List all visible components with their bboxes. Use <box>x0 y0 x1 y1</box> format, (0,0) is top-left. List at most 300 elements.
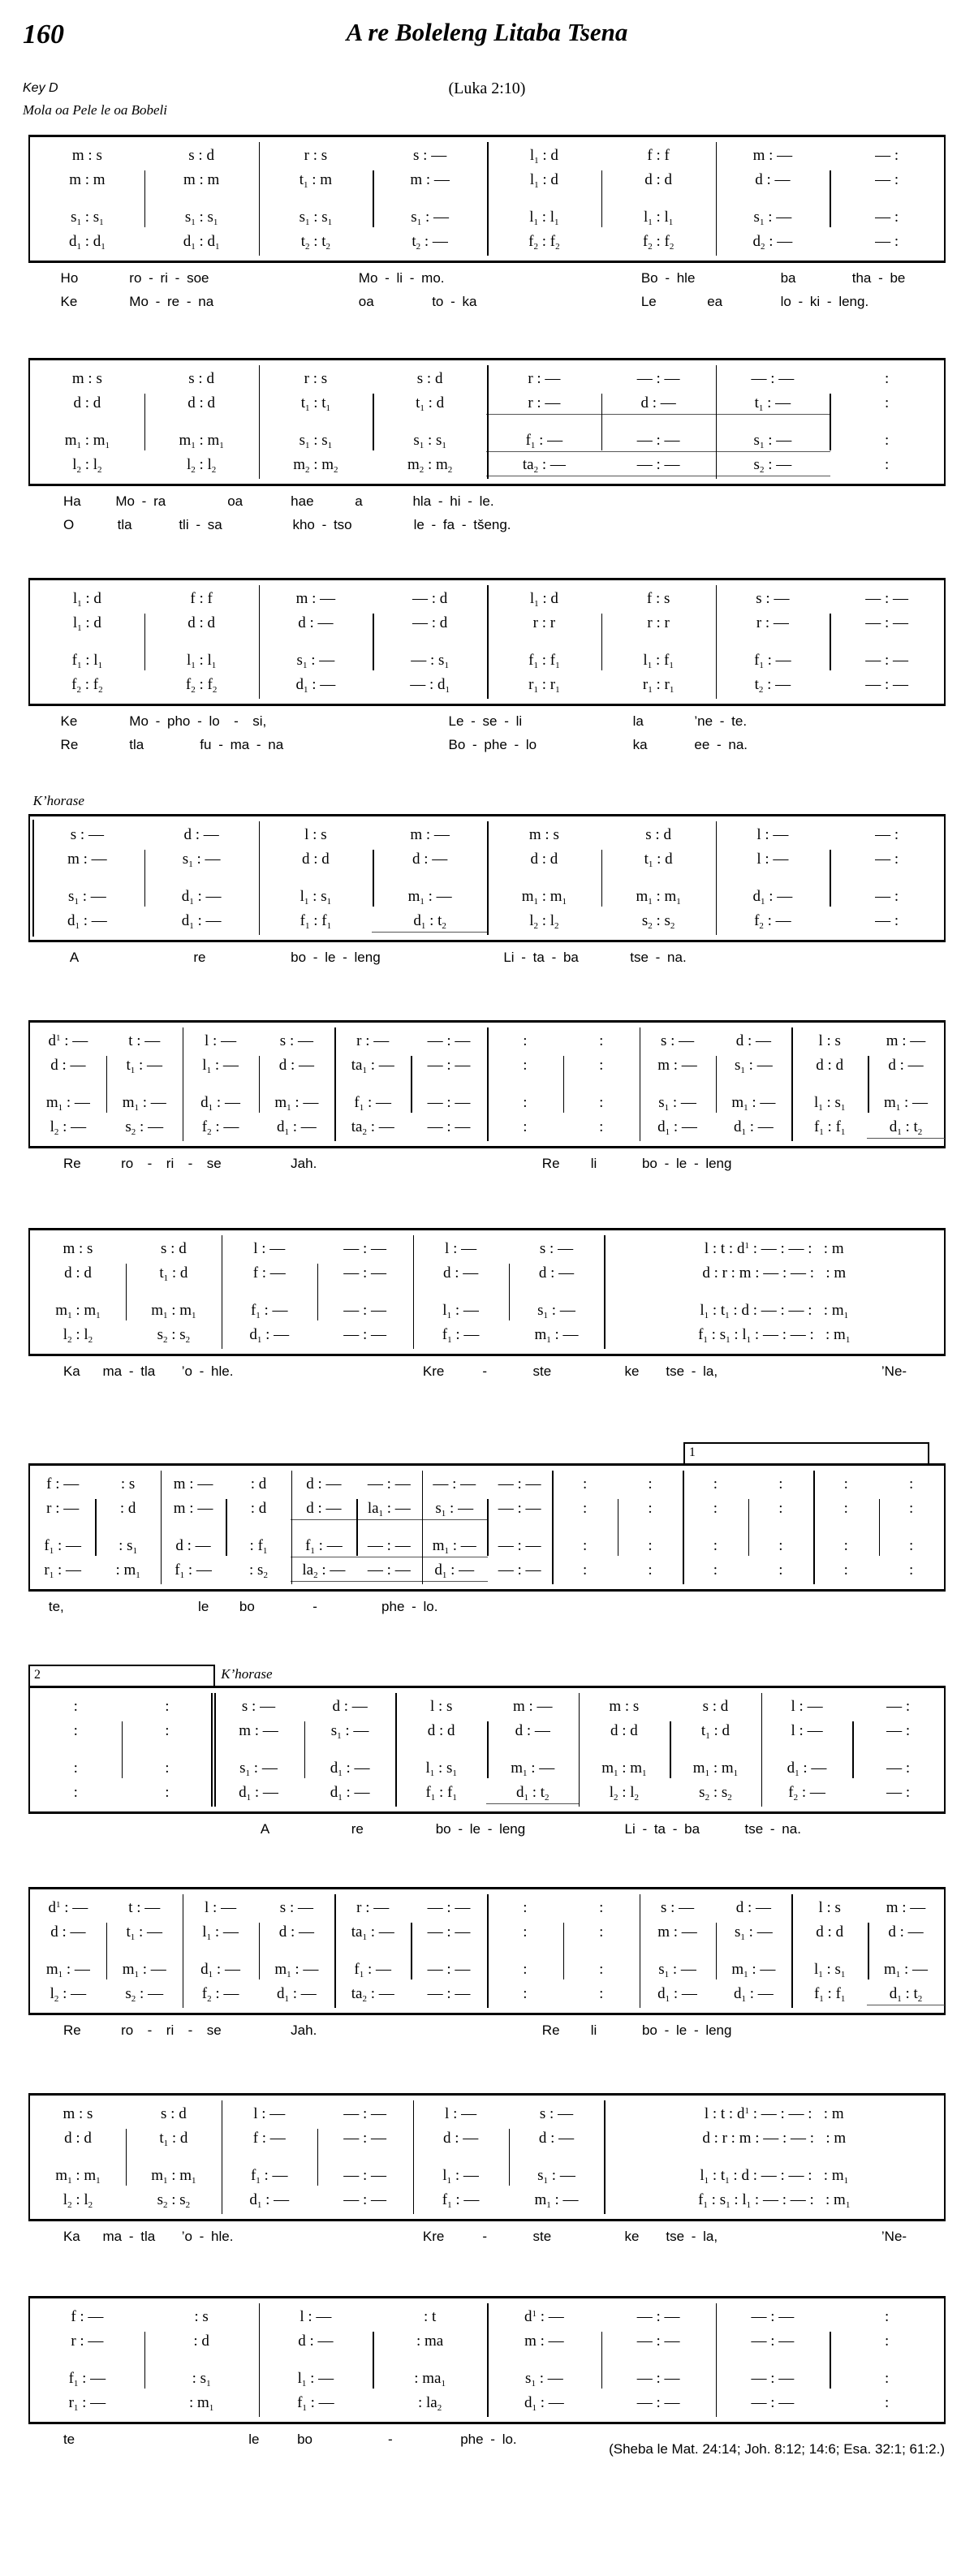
lyric-syllable: Le <box>640 294 657 309</box>
double-bar-line <box>214 1693 216 1807</box>
bar-cell: — : — <box>865 590 909 607</box>
bar-cell: : <box>648 1475 653 1493</box>
bar-cell: d : — <box>888 1923 924 1941</box>
half-bar-line <box>830 170 831 227</box>
bar-line <box>291 1471 293 1584</box>
bar-cell: l : — <box>445 1240 477 1257</box>
bar-cell: $s_1$ : — <box>182 851 221 869</box>
bar-cell: $s_1$ : — <box>525 2370 563 2389</box>
bar-cell: $m_1$ : — <box>274 1961 319 1979</box>
voice-row-tenor <box>30 2164 944 2188</box>
bar-cell: $l_1$ : — <box>202 1923 239 1942</box>
system-5 <box>28 1020 946 1179</box>
lyric-syllable: tli - sa <box>179 517 222 532</box>
bar-cell: $f_1$ : $l_1$ <box>71 652 103 670</box>
bar-cell: $m_1$ : $m_1$ <box>55 1302 101 1320</box>
bar-cell: $ta_1$ : — <box>351 1923 394 1942</box>
bar-cell: $f_1$ : $f_1$ <box>813 1985 846 2004</box>
bar-cell: $d_1$ : — <box>787 1760 827 1778</box>
bar-cell: m : — <box>657 1923 697 1941</box>
lyric-syllable: phe - lo. <box>460 2432 517 2447</box>
bar-cell: d : d <box>187 614 216 631</box>
bar-cell: $f_1$ : $f_1$ <box>813 1118 846 1137</box>
notation-table <box>28 814 946 942</box>
half-bar-line <box>411 1923 412 1979</box>
half-bar-line <box>748 1499 750 1556</box>
lyric-syllable: tse - la, <box>666 1363 718 1379</box>
lyric-syllable: ba <box>780 270 796 286</box>
bar-cell: — : — <box>601 429 716 453</box>
half-bar-line <box>144 2332 146 2389</box>
bar-cell: : <box>523 1032 528 1049</box>
bar-cell: $f_1$ : $s_1$ : $l_1$ : — : — : : $m_1$ <box>698 1326 851 1345</box>
bar-cell: : <box>713 1562 718 1579</box>
bar-cell: d : — <box>755 171 791 188</box>
bar-cell: — : $s_1$ <box>411 652 449 670</box>
bar-cell: m : — <box>295 590 336 607</box>
bar-cell: m : — <box>886 1032 926 1049</box>
bar-cell: $l_2$ : — <box>50 1118 87 1137</box>
bar-cell: : <box>599 1094 604 1111</box>
bar-cell: $m_1$ : $m_1$ <box>179 432 224 450</box>
bar-cell: s : d <box>161 1240 187 1257</box>
lyrics-line <box>28 2022 946 2046</box>
lyric-syllable: tse - la, <box>666 2229 718 2244</box>
hymn-title: A re Boleleng Litaba Tsena <box>346 18 628 46</box>
footer <box>609 2441 945 2458</box>
bar-line <box>487 2303 489 2417</box>
bar-cell: m : s <box>62 1240 93 1257</box>
voice-row-bass <box>30 2188 944 2212</box>
bar-line <box>791 1894 793 2008</box>
volta-number: 2 <box>34 1668 41 1682</box>
bar-cell: $d_1$ : $d_1$ <box>68 233 106 252</box>
bar-cell: — : — <box>343 1264 387 1282</box>
lyric-syllable: Bo - hle <box>640 270 696 286</box>
bar-cell: $t_1$ : — <box>716 391 830 416</box>
lyric-syllable: to - ka <box>432 294 477 309</box>
half-bar-line <box>830 614 831 670</box>
bar-cell: s : — <box>279 1899 313 1916</box>
bar-cell: l : — <box>205 1032 237 1049</box>
bar-cell: l : s <box>429 1698 453 1715</box>
bar-cell: : <box>165 1698 170 1715</box>
bar-cell: $m_1$ : $m_1$ <box>636 888 681 907</box>
bar-cell: — : — <box>601 453 716 477</box>
bar-cell: $l_1$ : d <box>72 590 101 609</box>
bar-cell: d : d <box>816 1057 844 1074</box>
bar-cell: $d_1$ : — <box>200 1961 240 1979</box>
bar-cell: d : r : m : — : — : : m <box>702 2130 847 2147</box>
bar-cell: $d_1$ : — <box>330 1784 370 1803</box>
lyric-syllable: ka <box>632 737 648 752</box>
bar-cell: l : — <box>253 1240 286 1257</box>
half-bar-line <box>716 1056 718 1113</box>
bar-cell: $s_1$ : — <box>735 1057 773 1075</box>
bar-cell: $f_1$ : — <box>354 1094 392 1113</box>
bar-cell: $d_1$ : — <box>295 676 336 695</box>
notation-table <box>28 578 946 706</box>
lyric-syllable: li <box>590 1156 597 1171</box>
voice-gap <box>30 2151 944 2164</box>
bar-cell: : $s_1$ <box>192 2370 211 2389</box>
lyric-syllable: lo - ki - leng. <box>780 294 869 309</box>
bar-cell: $r_1$ : $r_1$ <box>528 676 560 695</box>
bar-cell: : <box>523 1118 528 1135</box>
bar-line <box>813 1471 815 1584</box>
half-bar-line <box>879 1499 881 1556</box>
bar-cell: $d_1$ : — <box>330 1760 370 1778</box>
bar-cell: $f_1$ : — <box>442 2191 480 2210</box>
bar-cell: $m_1$ : — <box>731 1961 776 1979</box>
bar-cell: : <box>843 1562 848 1579</box>
bar-cell: — : — <box>343 2191 387 2208</box>
bar-line <box>604 2100 606 2214</box>
bar-cell: $d_1$ : — <box>752 888 793 907</box>
lyric-syllable: Re <box>62 1156 81 1171</box>
bar-cell: : $s_1$ <box>119 1537 138 1556</box>
voice-row-soprano <box>30 1472 944 1497</box>
bar-cell: : <box>523 1094 528 1111</box>
bar-cell: $l_2$ : $l_2$ <box>62 2191 93 2210</box>
lyric-syllable: ’Ne- <box>881 1363 907 1379</box>
lyric-syllable: Ha <box>62 493 81 509</box>
bar-cell: $r_1$ : — <box>44 1562 82 1580</box>
bar-cell: $s_1$ : — <box>658 1094 696 1113</box>
bar-cell: $m_1$ : $m_1$ <box>692 1760 739 1778</box>
lyric-syllable: Jah. <box>291 2022 317 2038</box>
bar-cell: l : t : $d^1$ : — : — : : m <box>704 2105 844 2122</box>
bar-cell: r : — <box>528 370 561 387</box>
voice-row-bass <box>30 1323 944 1347</box>
lyric-syllable: ee - na. <box>694 737 748 752</box>
lyric-syllable: a <box>355 493 363 509</box>
bar-cell: $s_1$ : $s_1$ <box>184 209 218 227</box>
lyric-syllable: bo <box>297 2432 312 2447</box>
lyric-syllable: Kre <box>422 2229 445 2244</box>
bar-cell: $d^1$ : — <box>48 1899 88 1916</box>
bar-cell: f : f <box>647 147 670 164</box>
bar-cell: m : s <box>71 147 102 164</box>
bar-cell: $d_1$ : — <box>181 888 222 907</box>
bar-cell: l : s <box>304 826 327 843</box>
half-bar-line <box>670 1721 671 1778</box>
bar-cell: : <box>909 1537 914 1554</box>
bar-cell: $s_1$ : $s_1$ <box>71 209 104 227</box>
bar-cell: s : d <box>416 370 443 387</box>
half-bar-line <box>126 2129 127 2186</box>
bar-cell: $t_1$ : d <box>700 1722 730 1741</box>
bar-cell: $m_1$ : — <box>883 1961 929 1979</box>
bar-cell: s : d <box>188 370 214 387</box>
lyric-syllable: ’ne - te. <box>694 713 748 729</box>
bar-line <box>604 1235 606 1349</box>
lyric-syllable: tse - na. <box>630 950 687 965</box>
bar-cell: $f_1$ : — <box>297 2394 334 2413</box>
bar-line <box>183 1027 184 1141</box>
bar-cell: d : d <box>187 394 216 411</box>
bar-cell: l : — <box>756 851 789 868</box>
bar-cell: r : r <box>647 614 670 631</box>
lyric-syllable: bo - le - leng <box>291 950 381 965</box>
bar-cell: $s_1$ : — <box>753 209 792 227</box>
half-bar-line <box>259 1923 261 1979</box>
bar-line <box>259 821 261 935</box>
bar-cell: $d_1$ : — <box>657 1985 697 2004</box>
bar-cell: $m_1$ : — <box>274 1094 319 1113</box>
bar-cell: — : — <box>343 2130 387 2147</box>
chorus-label: K’horase <box>221 1666 273 1682</box>
bar-cell: s : — <box>413 147 447 164</box>
bar-cell: $m_1$ : — <box>731 1094 776 1113</box>
bar-cell: — : — <box>427 1118 471 1135</box>
bar-cell: $l_1$ : — <box>297 2370 334 2389</box>
half-bar-line <box>868 1923 869 1979</box>
bar-line <box>395 1693 397 1807</box>
voice-row-alto <box>30 1261 944 1286</box>
bar-cell: — : — <box>865 652 909 669</box>
bar-cell: $ta_1$ : — <box>351 1057 394 1075</box>
system-9 <box>28 1887 946 2046</box>
bar-cell: : <box>599 1985 604 2002</box>
bar-cell: $s_1$ : — <box>422 1497 487 1521</box>
bar-line <box>791 1027 793 1141</box>
bar-cell: : $s_2$ <box>249 1562 268 1580</box>
bar-cell: — : — <box>751 2394 795 2411</box>
bar-cell: f : s <box>646 590 670 607</box>
bar-cell: $m_1$ : $m_1$ <box>151 2167 196 2186</box>
key-signature: Key D <box>23 81 58 95</box>
voice-row-tenor <box>30 1299 944 1323</box>
bar-cell: $s_2$ : — <box>125 1985 164 2004</box>
lyric-syllable: Ke <box>60 713 78 729</box>
bar-cell: : <box>648 1500 653 1517</box>
bar-cell: d : — <box>278 1057 315 1074</box>
bar-cell: $la_2$ : — <box>291 1558 356 1583</box>
bar-line <box>640 1027 641 1141</box>
bar-cell: $f_2$ : — <box>754 912 791 931</box>
bar-cell: r : r <box>532 614 556 631</box>
lyric-syllable: Ka <box>62 2229 80 2244</box>
bar-cell: : $la_2$ <box>418 2394 442 2413</box>
bar-cell: d : d <box>610 1722 638 1739</box>
volta-row <box>28 1663 946 1686</box>
lyric-syllable: te, <box>48 1599 64 1614</box>
bar-cell: $m_2$ : $m_2$ <box>293 456 338 475</box>
bar-cell: $f_2$ : $f_2$ <box>642 233 674 252</box>
bar-cell: — : — <box>356 1534 421 1558</box>
bar-cell: $d_1$ : — <box>277 1985 317 2004</box>
bar-cell: f : f <box>190 590 213 607</box>
bar-cell: : <box>648 1537 653 1554</box>
voice-row-soprano <box>30 2102 944 2126</box>
bar-cell: : <box>582 1475 588 1493</box>
lyric-syllable: Kre <box>422 1363 445 1379</box>
half-bar-line <box>830 394 831 450</box>
bar-cell: $m_1$ : $m_1$ <box>64 432 110 450</box>
notation-table <box>28 1228 946 1356</box>
bar-cell: $s_1$ : — <box>537 1302 575 1320</box>
bar-cell: d : — <box>183 826 219 843</box>
bar-line <box>761 1693 763 1807</box>
bar-cell: $s_2$ : $s_2$ <box>157 2191 191 2210</box>
bar-cell: : <box>73 1698 78 1715</box>
bar-cell: $l_1$ : $s_1$ <box>425 1760 457 1778</box>
bar-cell: $s_1$ : $s_1$ <box>413 432 446 450</box>
bar-cell: $t_1$ : d <box>159 2130 188 2148</box>
bar-cell: $ta_2$ : — <box>487 453 601 477</box>
bar-cell: : <box>778 1475 783 1493</box>
lyric-syllable: Li - ta - ba <box>624 1821 700 1837</box>
lyric-syllable: ’o - hle. <box>181 1363 234 1379</box>
half-bar-line <box>601 2332 603 2389</box>
lyric-syllable: ste <box>532 2229 552 2244</box>
bar-cell: $d^1$ : — <box>48 1032 88 1049</box>
half-bar-line <box>830 2332 831 2389</box>
bar-cell: $f_1$ : — <box>487 429 601 453</box>
bar-cell: — : d <box>412 590 448 607</box>
lyric-syllable: ma - tla <box>102 2229 156 2244</box>
voice-row-bass <box>30 1558 944 1583</box>
bar-cell: m : — <box>67 851 107 868</box>
bar-cell: $f_1$ : $f_1$ <box>425 1784 457 1803</box>
bar-cell: d : — <box>291 1497 356 1521</box>
half-bar-line <box>144 170 146 227</box>
system-4 <box>28 793 946 973</box>
bar-line <box>716 2303 718 2417</box>
bar-cell: $l_2$ : $l_2$ <box>529 912 559 931</box>
bar-line <box>487 1894 489 2008</box>
hymn-number: 160 <box>23 19 64 50</box>
lyric-syllable: bo - le - leng <box>641 1156 732 1171</box>
bar-line <box>422 1471 424 1584</box>
bar-cell: $f_1$ : — <box>354 1961 392 1979</box>
bar-cell: $t_1$ : d <box>644 851 673 869</box>
bar-line <box>579 1693 580 1807</box>
lyric-syllable: re <box>193 950 206 965</box>
bar-cell: f : — <box>252 1264 286 1282</box>
lyric-syllable: le <box>198 1599 209 1614</box>
bar-cell: : <box>843 1537 848 1554</box>
bar-cell: : d <box>119 1500 136 1517</box>
bar-cell: $s_2$ : — <box>125 1118 164 1137</box>
bar-cell: $d^1$ : — <box>524 2308 564 2325</box>
half-bar-line <box>852 1721 854 1778</box>
bar-cell: $m_1$ : $m_1$ <box>55 2167 101 2186</box>
bar-cell: l : — <box>791 1722 823 1739</box>
lyric-syllable: hla - hi - le. <box>412 493 494 509</box>
lyrics-line <box>28 270 946 294</box>
bar-cell: $l_1$ : $f_1$ <box>643 652 674 670</box>
half-bar-line <box>373 394 374 450</box>
bar-cell: — : <box>875 209 899 226</box>
bar-cell: — : — <box>343 2167 387 2184</box>
lyrics-line <box>28 1821 946 1845</box>
notation-systems <box>0 135 974 2455</box>
notation-table <box>28 135 946 263</box>
lyric-syllable: Re <box>541 1156 560 1171</box>
bar-cell: l : s <box>818 1899 841 1916</box>
lyric-syllable: hae <box>291 493 314 509</box>
bar-line <box>640 1894 641 2008</box>
bar-cell: — : — <box>498 1562 541 1579</box>
bar-cell: : d <box>250 1500 267 1517</box>
bar-cell: $d_1$ : — <box>524 2394 564 2413</box>
notation-table <box>28 1686 946 1814</box>
lyric-syllable: Bo - phe - lo <box>448 737 537 752</box>
half-bar-line <box>601 850 603 907</box>
lyric-syllable: Ho <box>60 270 79 286</box>
bar-cell: : <box>582 1562 588 1579</box>
bar-cell: $m_1$ : — <box>122 1094 166 1113</box>
bar-line <box>413 2100 415 2214</box>
bar-cell: : <box>599 1032 604 1049</box>
bar-cell: $s_2$ : $s_2$ <box>641 912 675 931</box>
lyric-syllable: bo <box>239 1599 255 1614</box>
bar-cell: $t_2$ : — <box>412 233 448 252</box>
bar-line <box>683 1471 684 1584</box>
bar-cell: $f_2$ : $f_2$ <box>185 676 218 695</box>
lyrics-block <box>28 486 946 541</box>
bar-cell: — : — <box>498 1475 541 1493</box>
bar-cell: : <box>843 1475 848 1493</box>
bar-cell: : <box>599 1899 604 1916</box>
bar-cell: : $ma_1$ <box>414 2370 446 2389</box>
lyric-syllable: Mo - re - na <box>129 294 214 309</box>
lyrics-line <box>28 950 946 973</box>
lyric-syllable: Mo - li - mo. <box>358 270 445 286</box>
bar-cell: d : — <box>50 1057 86 1074</box>
volta-number: 1 <box>688 1445 696 1459</box>
lyric-syllable: tha - be <box>851 270 906 286</box>
lyric-syllable: ma - tla <box>102 1363 156 1379</box>
bar-line <box>259 585 261 699</box>
bar-cell: — : — <box>343 1240 387 1257</box>
bar-cell: $s_1$ : — <box>68 888 106 907</box>
bar-cell: $f_1$ : — <box>44 1537 82 1556</box>
bar-cell: $m_1$ : — <box>407 888 452 907</box>
system-8 <box>28 1663 946 1845</box>
bar-cell: : <box>909 1500 914 1517</box>
lyric-syllable: - <box>387 2432 393 2447</box>
lyric-syllable: O <box>62 517 75 532</box>
voice-gap <box>30 1286 944 1299</box>
footer-reference: (Sheba le Mat. 24:14; Joh. 8:12; 14:6; Esa. 32:1; 61:2.) <box>609 2441 945 2457</box>
bar-cell: $l_1$ : — <box>442 1302 479 1320</box>
bar-cell: d : — <box>888 1057 924 1074</box>
bar-cell: $s_2$ : — <box>716 453 830 477</box>
bar-cell: $r_1$ : $r_1$ <box>642 676 674 695</box>
bar-cell: — : — <box>433 1475 476 1493</box>
half-bar-line <box>106 1056 108 1113</box>
label-row <box>28 793 946 814</box>
bar-cell: — : <box>875 233 899 250</box>
bar-cell: : <box>73 1722 78 1739</box>
bar-cell: — : — <box>751 2333 795 2350</box>
bar-cell: — : — <box>427 1985 471 2002</box>
half-bar-line <box>304 1721 306 1778</box>
bar-cell: d : — <box>601 391 716 416</box>
lyrics-block <box>28 1592 946 1622</box>
bar-cell: : <box>599 1961 604 1978</box>
lyrics-block <box>28 942 946 973</box>
bar-cell: — : — <box>636 370 680 387</box>
half-bar-line <box>226 1499 227 1556</box>
bar-cell: d : — <box>332 1698 368 1715</box>
bar-cell: r : — <box>756 614 789 631</box>
bar-cell: d : — <box>412 851 448 868</box>
system-2 <box>28 358 946 541</box>
